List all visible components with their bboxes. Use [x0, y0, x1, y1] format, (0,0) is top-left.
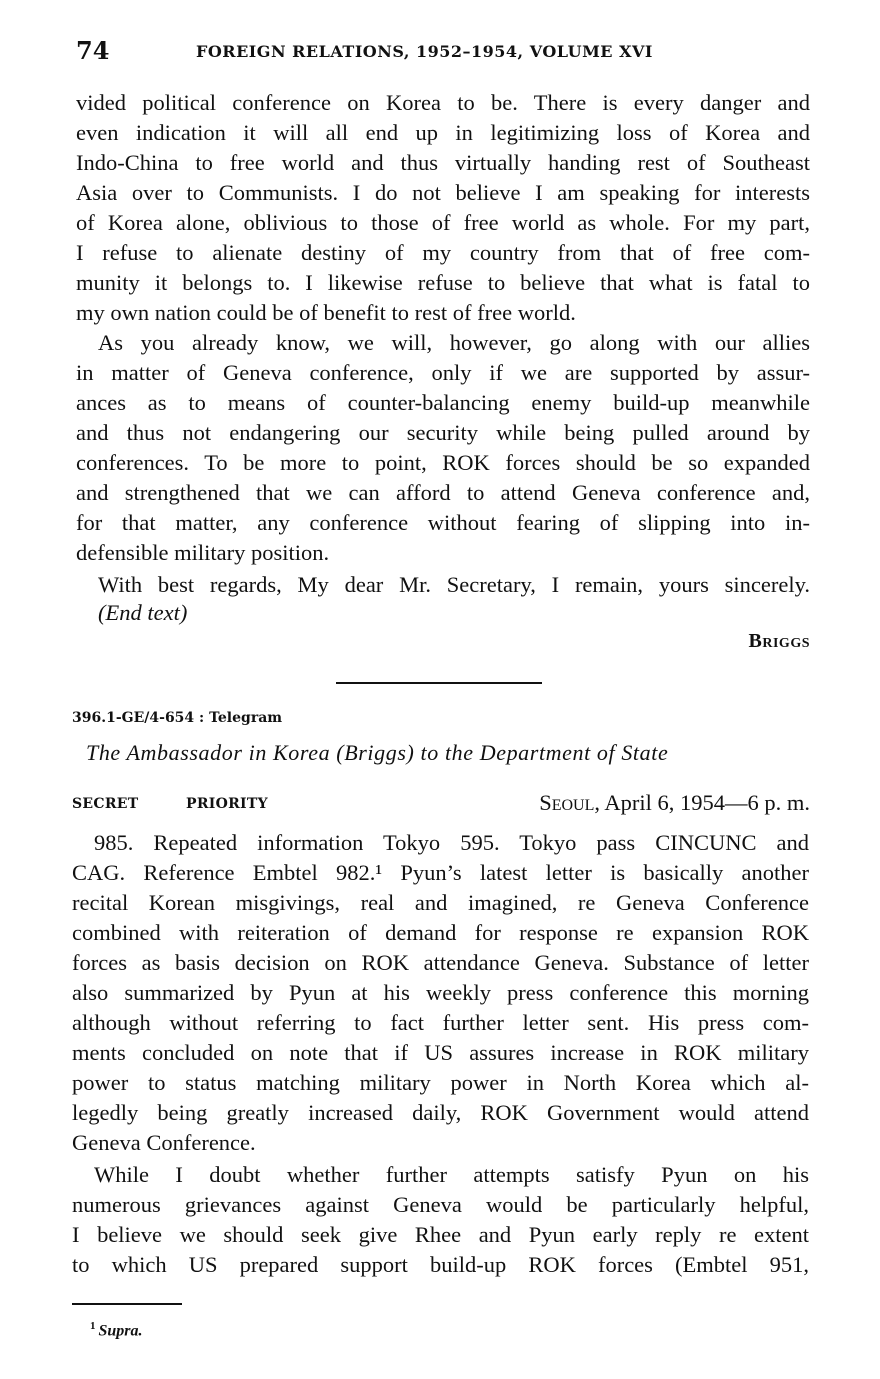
text-line: numerous grievances against Geneva would be particularly helpful, [72, 1192, 809, 1217]
footnote-text: Supra. [98, 1322, 143, 1340]
dateline-place: Seoul, [539, 790, 600, 815]
text-line: I refuse to alienate destiny of my country from that of free com- [76, 240, 810, 265]
text-line: defensible military position. [76, 540, 330, 565]
text-line: although without referring to fact further letter sent. His press com- [72, 1010, 809, 1035]
end-text-marker: (End text) [98, 600, 188, 625]
text-line: 985. Repeated information Tokyo 595. Tokyo pass CINCUNC and [94, 830, 809, 855]
text-line: While I doubt whether further attempts satisfy Pyun on his [94, 1162, 809, 1187]
text-line: of Korea alone, oblivious to those of free world as whole. For my part, [76, 210, 810, 235]
text-line: vided political conference on Korea to be. There is every danger and [76, 90, 810, 115]
text-line: also summarized by Pyun at his weekly press conference this morning [72, 980, 809, 1005]
text-line: Indo-China to free world and thus virtually handing rest of Southeast [76, 150, 810, 175]
footnote-marker: 1 [90, 1320, 96, 1332]
text-line: to which US prepared support build-up ROK forces (Embtel 951, [72, 1252, 809, 1277]
text-line: Asia over to Communists. I do not believe I am speaking for interests [76, 180, 810, 205]
text-line: even indication it will all end up in legitimizing loss of Korea and [76, 120, 810, 145]
text-line: and thus not endangering our security while being pulled around by [76, 420, 810, 445]
text-line: forces as basis decision on ROK attendance Geneva. Substance of letter [72, 950, 809, 975]
text-line: Geneva Conference. [72, 1130, 256, 1155]
text-line: conferences. To be more to point, ROK forces should be so expanded [76, 450, 810, 475]
text-line: and strengthened that we can afford to attend Geneva conference and, [76, 480, 810, 505]
text-line: As you already know, we will, however, go along with our allies [98, 330, 810, 355]
text-line: my own nation could be of benefit to rest of free world. [76, 300, 576, 325]
footnote [90, 1320, 143, 1340]
text-line: power to status matching military power in North Korea which al- [72, 1070, 809, 1095]
text-line: munity it belongs to. I likewise refuse to believe that what is fatal to [76, 270, 810, 295]
section-divider [336, 682, 542, 684]
precedence-label: PRIORITY [186, 796, 268, 812]
text-line: combined with reiteration of demand for response re expansion ROK [72, 920, 809, 945]
text-line: recital Korean misgivings, real and imagined, re Geneva Conference [72, 890, 809, 915]
signature: Briggs [748, 630, 810, 652]
dateline [539, 790, 810, 816]
text-line: in matter of Geneva conference, only if we are supported by assur- [76, 360, 810, 385]
running-head: FOREIGN RELATIONS, 1952–1954, VOLUME XVI [196, 42, 653, 61]
document-title: The Ambassador in Korea (Briggs) to the Department of State [86, 740, 669, 765]
text-line: CAG. Reference Embtel 982.¹ Pyun’s latest letter is basically another [72, 860, 809, 885]
text-line: for that matter, any conference without fearing of slipping into in- [76, 510, 810, 535]
dateline-date: April 6, 1954—6 p. m. [599, 790, 810, 815]
text-line: I believe we should seek give Rhee and Pyun early reply re extent [72, 1222, 809, 1247]
text-line: ments concluded on note that if US assures increase in ROK military [72, 1040, 809, 1065]
footnote-divider [72, 1303, 182, 1305]
page-header [76, 36, 810, 70]
text-line: With best regards, My dear Mr. Secretary, I remain, yours sincerely. [98, 572, 810, 597]
classification-label: SECRET [72, 796, 139, 812]
text-line: ances as to means of counter-balancing enemy build-up meanwhile [76, 390, 810, 415]
page-number: 74 [76, 36, 110, 65]
text-line: legedly being greatly increased daily, ROK Government would attend [72, 1100, 809, 1125]
document-reference: 396.1-GE/4-654 : Telegram [72, 710, 283, 726]
